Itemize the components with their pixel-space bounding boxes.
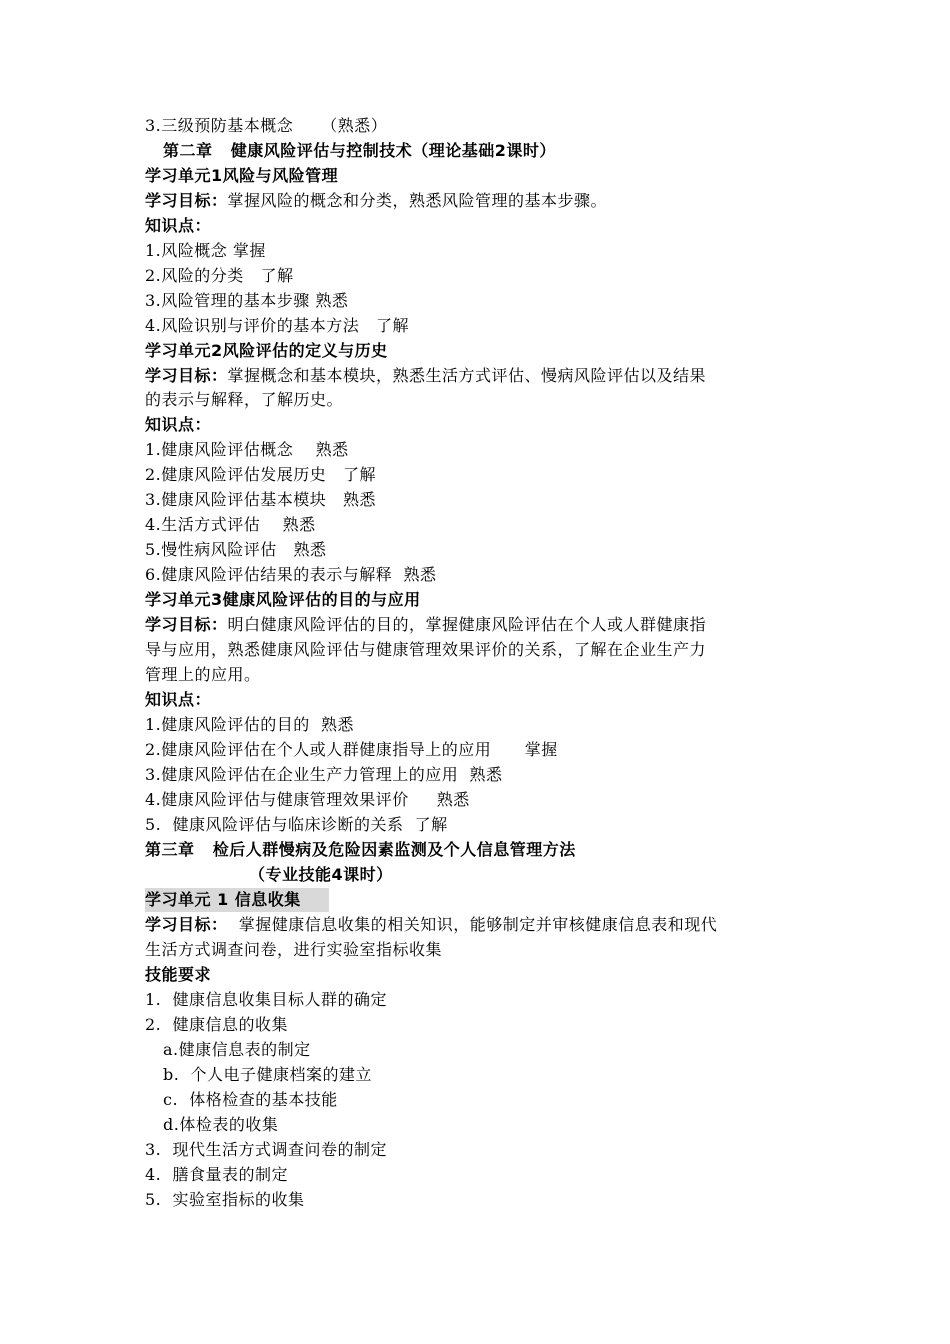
objective-label: 学习目标： — [145, 191, 228, 210]
list-item: 3. 现代生活方式调查问卷的制定 — [145, 1140, 387, 1159]
text-line: 导与应用，熟悉健康风险评估与健康管理效果评价的关系，了解在企业生产力 — [145, 640, 707, 659]
objective-text: 掌握健康信息收集的相关知识，能够制定并审核健康信息表和现代 — [227, 915, 718, 934]
objective-text: 明白健康风险评估的目的，掌握健康风险评估在个人或人群健康指 — [227, 615, 707, 634]
list-item: 4.生活方式评估 熟悉 — [145, 515, 316, 534]
list-item: a.健康信息表的制定 — [163, 1040, 311, 1059]
unit-heading: 学习单元3健康风险评估的目的与应用 — [145, 590, 421, 609]
list-item: 5.慢性病风险评估 熟悉 — [145, 540, 327, 559]
list-item: 2.健康风险评估在个人或人群健康指导上的应用 掌握 — [145, 740, 558, 759]
text-line: 的表示与解释，了解历史。 — [145, 390, 344, 409]
chapter-subtitle: （专业技能4课时） — [249, 865, 393, 884]
list-item: 3.三级预防基本概念 （熟悉） — [145, 116, 388, 135]
objective-line — [145, 364, 706, 388]
skill-requirements-heading: 技能要求 — [145, 965, 212, 984]
unit-heading: 学习单元1风险与风险管理 — [145, 166, 339, 185]
list-item: 3.健康风险评估基本模块 熟悉 — [145, 490, 377, 509]
objective-line — [145, 189, 607, 213]
list-item: 4. 膳食量表的制定 — [145, 1165, 288, 1184]
list-item: 1.健康风险评估的目的 熟悉 — [145, 715, 354, 734]
list-item: 4.健康风险评估与健康管理效果评价 熟悉 — [145, 790, 470, 809]
list-item: 3.健康风险评估在企业生产力管理上的应用 熟悉 — [145, 765, 503, 784]
list-item: 5. 实验室指标的收集 — [145, 1190, 305, 1209]
chapter-heading: 第二章 健康风险评估与控制技术（理论基础2课时） — [163, 141, 556, 160]
list-item: 4.风险识别与评价的基本方法 了解 — [145, 316, 410, 335]
objective-text: 掌握概念和基本模块，熟悉生活方式评估、慢病风险评估以及结果 — [227, 366, 707, 385]
knowledge-points-heading: 知识点： — [145, 415, 212, 434]
text-line: 生活方式调查问卷，进行实验室指标收集 — [145, 940, 443, 959]
objective-label: 学习目标： — [145, 366, 228, 385]
list-item: 2. 健康信息的收集 — [145, 1015, 288, 1034]
text-line: 管理上的应用。 — [145, 665, 261, 684]
list-item: 6.健康风险评估结果的表示与解释 熟悉 — [145, 565, 437, 584]
list-item: 3.风险管理的基本步骤 熟悉 — [145, 291, 349, 310]
list-item: 5. 健康风险评估与临床诊断的关系 了解 — [145, 815, 448, 834]
list-item: d.体检表的收集 — [163, 1115, 279, 1134]
objective-line — [145, 613, 706, 637]
chapter-heading: 第三章 检后人群慢病及危险因素监测及个人信息管理方法 — [145, 840, 576, 859]
objective-text: 掌握风险的概念和分类，熟悉风险管理的基本步骤。 — [227, 191, 608, 210]
list-item: c. 体格检查的基本技能 — [163, 1090, 338, 1109]
list-item: 2.风险的分类 了解 — [145, 266, 294, 285]
list-item: b. 个人电子健康档案的建立 — [163, 1065, 373, 1084]
objective-line — [145, 913, 717, 937]
objective-label: 学习目标： — [145, 615, 228, 634]
objective-label: 学习目标： — [145, 915, 228, 934]
list-item: 2.健康风险评估发展历史 了解 — [145, 465, 377, 484]
unit-heading: 学习单元 1 信息收集 — [145, 888, 329, 912]
knowledge-points-heading: 知识点： — [145, 690, 212, 709]
unit-heading: 学习单元2风险评估的定义与历史 — [145, 341, 388, 360]
list-item: 1.风险概念 掌握 — [145, 241, 266, 260]
knowledge-points-heading: 知识点： — [145, 216, 212, 235]
list-item: 1. 健康信息收集目标人群的确定 — [145, 990, 387, 1009]
list-item: 1.健康风险评估概念 熟悉 — [145, 440, 349, 459]
